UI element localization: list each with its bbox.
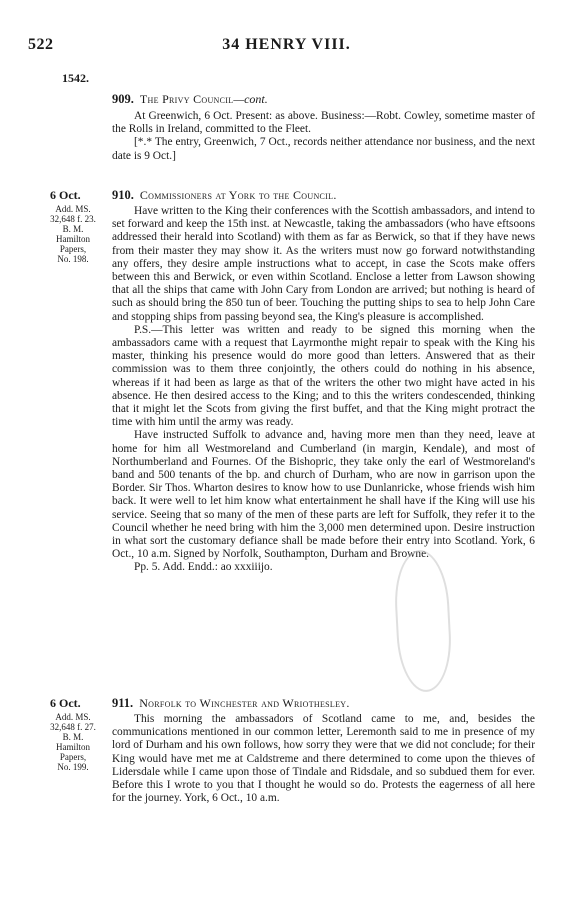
entry-title: [112, 92, 535, 107]
page-number: 522: [28, 36, 54, 53]
year-marker: 1542.: [62, 71, 89, 85]
source-line: No. 199.: [57, 762, 89, 772]
paragraph: P.S.—This letter was written and ready to be signed this morning when the ambassadors came with a request that Layrmonthe might repair to speak with the King his master, thinking his presence would do more good than letters. Answered that as their commission was to them three conjointly, the others could do nothing in his absence, whereas if it had been as large as that of the writers the other two might have acted in his absence. He then desired access to the King; and to this the writers condescended, thinking that it might let the Scots from giving the first buffet, and that the King might protract the time with him until the army was ready.: [112, 323, 535, 429]
page-header: [28, 36, 545, 56]
source-line: Add. MS.: [55, 712, 91, 722]
paragraph: [*.* The entry, Greenwich, 7 Oct., records neither attendance nor business, and the next date is 9 Oct.]: [112, 136, 535, 162]
paragraph: Pp. 5. Add. Endd.: ao xxxiiijo.: [134, 561, 273, 574]
paragraph: At Greenwich, 6 Oct. Present: as above. Business:—Robt. Cowley, sometime master of the Rolls in Ireland, committed to the Fleet.: [112, 110, 535, 136]
entry-margin: [40, 696, 106, 772]
entry-heading-suffix: —cont.: [233, 92, 268, 106]
running-title: 34 HENRY VIII.: [222, 36, 351, 53]
source-line: 32,648 f. 27.: [50, 722, 96, 732]
entry-number: 910.: [112, 188, 134, 202]
entry-heading: The Privy Council: [139, 92, 234, 106]
entry-body: [112, 696, 535, 805]
entry-heading: Commissioners at York to the Council.: [139, 188, 337, 202]
source-line: B. M.: [62, 224, 84, 234]
entry-number: 911.: [112, 696, 134, 710]
source-line: 32,648 f. 23.: [50, 214, 96, 224]
entry-title: [112, 696, 535, 711]
paragraph: Have instructed Suffolk to advance and, having more men than they need, leave at home for him all Westmoreland and Cumberland (in margin, Kendale), and most of Northumberland and Fournes. Of the Bishopric, they take only the earl of Westmoreland's band and 500 tenants of the bp. and church of Durham, who are now in garrison upon the Border. Sir Thos. Wharton desires to know how to use Dunlanricke, whose friends wish him back. It were well to let him know what entertainment he shall have if the King will use his service. Seeing that so many of the men of these parts are left for Suffolk, they refer it to the Council whether he need bring with him the 3,000 men determined upon. Desire instruction in what sort the customary defiance shall be made before their entry into Scotland. York, 6 Oct., 10 a.m. Signed by Norfolk, Southampton, Durham and Browne.: [112, 429, 535, 561]
source-line: No. 198.: [57, 254, 89, 264]
entry-date: 6 Oct.: [50, 696, 81, 710]
entry-number: 909.: [112, 92, 134, 106]
entry-source: [40, 712, 106, 772]
entry-body: [112, 92, 535, 163]
source-line: Add. MS.: [55, 204, 91, 214]
source-line: Hamilton: [56, 742, 90, 752]
entry-margin: [40, 188, 106, 264]
source-line: B. M.: [62, 732, 84, 742]
source-line: Papers,: [59, 752, 87, 762]
source-line: Papers,: [59, 244, 87, 254]
paragraph: Have written to the King their conferences with the Scottish ambassadors, and intend to set forward and keep the 15th inst. at Newcastle, taking the ambassadors (who have eftsoons addressed their herald into Scotland) with them as far as Berwick, so that if they have news from their master they may show it. As the writers must now go forward notwithstanding any offers, they desire ample instructions what to accept, in case the Scots make offers between this and Berwick, or even within Scotland. Enclose a letter from Lawson showing that all the ships that came with John Cary from London are arrived; but nothing is heard of such as should bring the 850 tun of beer. Touching the putting ships to sea to help John Care and stopping ships from passing beyond sea, the King's pleasure is accomplished.: [112, 205, 535, 323]
entry-title: [112, 188, 535, 203]
entry-date: 6 Oct.: [50, 188, 81, 202]
entry-source: [40, 204, 106, 264]
paragraph: This morning the ambassadors of Scotland came to me, and, besides the communications mentioned in our common letter, Leremonth said to me in presence of my lord of Durham and his own follows, how sorry they were that we did not conclude; for their King would have met me at Caldstreme and there determined to come upon the thieves of Lidersdale while I came upon those of Tindale and Ridsdale, and so subdued them for ever. Before this I wrote to you that I thought he would so do. Protests the eagerness of all here for the journey. York, 6 Oct., 10 a.m.: [112, 713, 535, 805]
source-line: Hamilton: [56, 234, 90, 244]
entry-body: [112, 188, 535, 575]
entry-heading: Norfolk to Winchester and Wriothesley.: [139, 696, 350, 710]
